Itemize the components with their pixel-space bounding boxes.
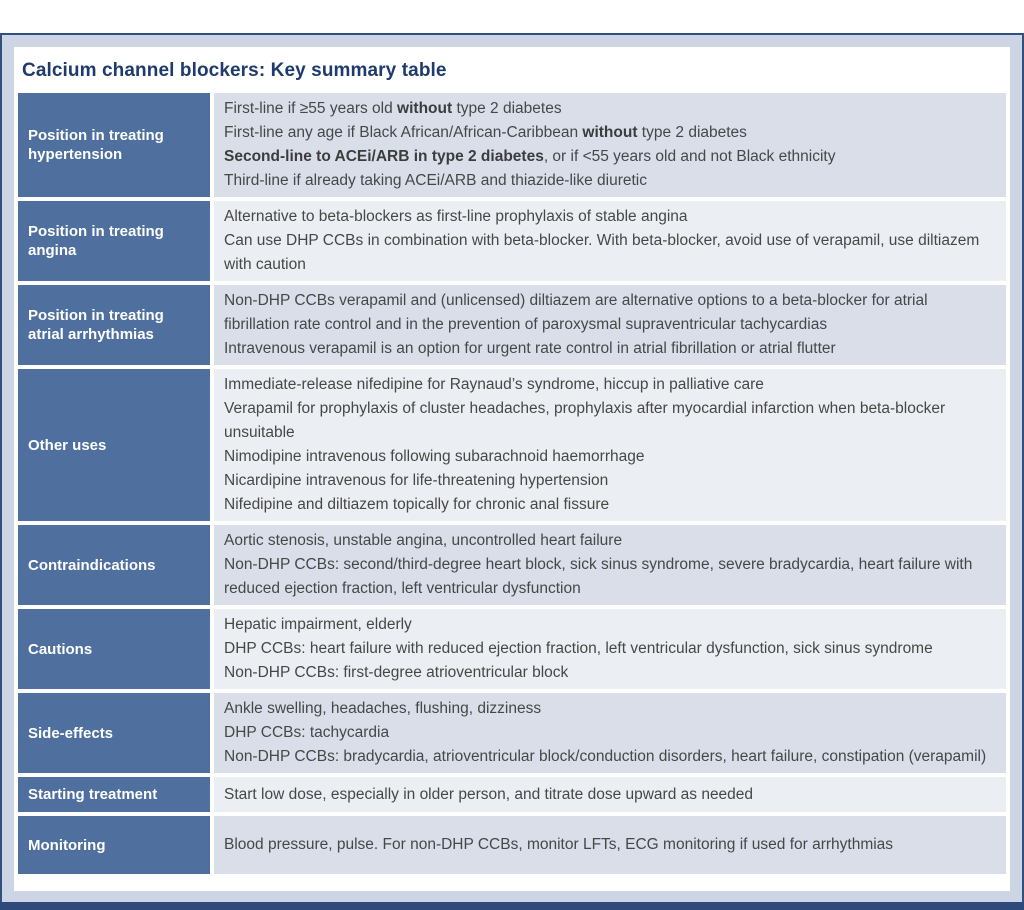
table-row <box>18 693 1006 773</box>
table-row <box>18 777 1006 812</box>
content-line: Immediate-release nifedipine for Raynaud’s syndrome, hiccup in palliative care <box>224 376 764 393</box>
content-line: Blood pressure, pulse. For non-DHP CCBs, monitor LFTs, ECG monitoring if used for arrhythmias <box>224 836 894 853</box>
content-line: Nimodipine intravenous following subarachnoid haemorrhage <box>224 448 645 465</box>
content-line: Non-DHP CCBs verapamil and (unlicensed) diltiazem are alternative options to a beta-blocker for atrial fibrillation rate control and in the prevention of paroxysmal supraventricular tachycardias <box>224 292 928 333</box>
row-header-cell: Starting treatment <box>18 777 210 812</box>
content-line: Hepatic impairment, elderly <box>224 616 412 633</box>
row-content-cell <box>214 285 1006 365</box>
content-line: Non-DHP CCBs: first-degree atrioventricular block <box>224 664 569 681</box>
row-content-cell <box>214 693 1006 773</box>
content-line: Aortic stenosis, unstable angina, uncontrolled heart failure <box>224 532 623 549</box>
content-line: Can use DHP CCBs in combination with beta-blocker. With beta-blocker, avoid use of verapamil, use diltiazem with caution <box>224 232 980 273</box>
row-content-cell <box>214 93 1006 197</box>
table-row <box>18 525 1006 605</box>
table-row <box>18 285 1006 365</box>
content-line: Nifedipine and diltiazem topically for chronic anal fissure <box>224 496 610 513</box>
row-content-cell <box>214 201 1006 281</box>
content-line: Alternative to beta-blockers as first-line prophylaxis of stable angina <box>224 208 688 225</box>
row-header-cell: Contraindications <box>18 525 210 605</box>
row-header-cell: Monitoring <box>18 816 210 874</box>
table-row <box>18 93 1006 197</box>
content-line: Third-line if already taking ACEi/ARB and thiazide-like diuretic <box>224 172 648 189</box>
content-line: Second-line to ACEi/ARB in type 2 diabetes, or if <55 years old and not Black ethnicity <box>224 148 836 165</box>
table-panel <box>14 47 1010 891</box>
table-frame <box>0 33 1024 903</box>
content-line: Ankle swelling, headaches, flushing, dizziness <box>224 700 542 717</box>
table-row <box>18 369 1006 521</box>
content-line: Non-DHP CCBs: second/third-degree heart block, sick sinus syndrome, severe bradycardia, heart failure with reduced ejection fraction, left ventricular dysfunction <box>224 556 973 597</box>
row-header-cell: Position in treating angina <box>18 201 210 281</box>
table-title: Calcium channel blockers: Key summary table <box>22 60 447 81</box>
table-row <box>18 609 1006 689</box>
row-content-cell <box>214 609 1006 689</box>
row-content-cell <box>214 777 1006 812</box>
bottom-accent-bar <box>0 902 1024 910</box>
content-line: DHP CCBs: tachycardia <box>224 724 390 741</box>
row-header-cell: Position in treating atrial arrhythmias <box>18 285 210 365</box>
content-line: Nicardipine intravenous for life-threatening hypertension <box>224 472 609 489</box>
row-content-cell <box>214 816 1006 874</box>
content-line: First-line if ≥55 years old without type 2 diabetes <box>224 100 562 117</box>
summary-table <box>18 93 1006 874</box>
row-header-cell: Cautions <box>18 609 210 689</box>
row-header-cell: Other uses <box>18 369 210 521</box>
row-content-cell <box>214 369 1006 521</box>
content-line: Verapamil for prophylaxis of cluster headaches, prophylaxis after myocardial infarction when beta-blocker unsuitable <box>224 400 946 441</box>
content-line: Non-DHP CCBs: bradycardia, atrioventricular block/conduction disorders, heart failure, constipation (verapamil) <box>224 748 987 765</box>
row-content-cell <box>214 525 1006 605</box>
content-line: Intravenous verapamil is an option for urgent rate control in atrial fibrillation or atrial flutter <box>224 340 836 357</box>
table-row <box>18 201 1006 281</box>
table-row <box>18 816 1006 874</box>
content-line: Start low dose, especially in older person, and titrate dose upward as needed <box>224 785 754 803</box>
content-line: DHP CCBs: heart failure with reduced ejection fraction, left ventricular dysfunction, sick sinus syndrome <box>224 640 933 657</box>
row-header-cell: Position in treating hypertension <box>18 93 210 197</box>
content-line: First-line any age if Black African/African-Caribbean without type 2 diabetes <box>224 124 747 141</box>
row-header-cell: Side-effects <box>18 693 210 773</box>
